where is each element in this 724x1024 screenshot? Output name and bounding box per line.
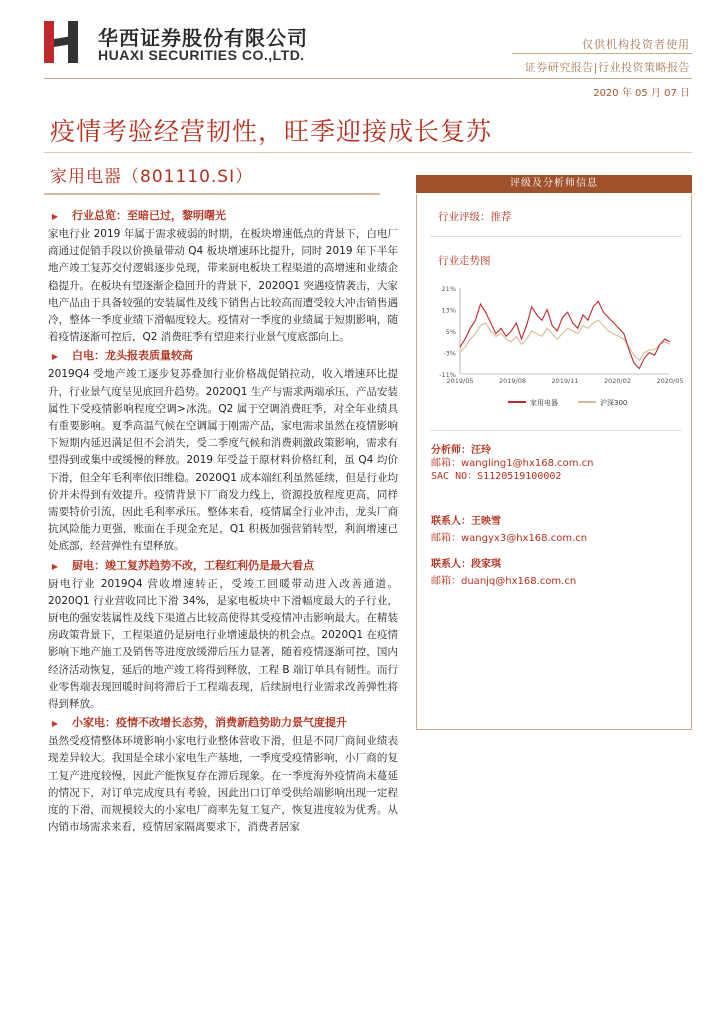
divider — [430, 430, 682, 431]
y-tick-label: 13% — [441, 306, 456, 315]
x-tick-label: 2019/08 — [498, 377, 527, 385]
section-paragraph: 虽然受疫情整体环境影响小家电行业整体营收下滑，但是不同厂商间业绩表现差异较大。我国是全球小家电生产基地，一季度受疫情影响，小厂商的复工复产进度较慢，因此产能恢复存在滞后现象。在一季度海外疫情尚未蔓延的情况下，对订单完成度具有考验，因此出口订单受供给端影响出现一定程度的下滑，而规模较大的小家电厂商率先复工复产，恢复进度较为优秀。从内销市场需求来看，疫情居家隔离要求下，消费者居家 — [48, 735, 398, 834]
y-tick-label: 21% — [441, 285, 456, 293]
industry-trend-chart — [430, 280, 690, 418]
disclaimer: 仅供机构投资者使用 — [582, 38, 690, 51]
company-name-en: HUAXI SECURITIES CO.,LTD. — [98, 47, 305, 63]
industry-subtitle: 家用电器（801110.SI） — [50, 167, 254, 187]
contact-email[interactable]: wangyx3@hx168.com.cn — [461, 533, 588, 544]
contact-info: 联系人：段家琪 邮箱：duanjq@hx168.com.cn — [431, 559, 577, 587]
legend-label: 沪深300 — [600, 399, 628, 407]
page-title: 疫情考验经营韧性，旺季迎接成长复苏 — [50, 117, 493, 146]
divider — [512, 53, 692, 54]
arrow-bullet-icon: ▶ — [51, 719, 59, 729]
sac-number: S1120519100002 — [477, 471, 562, 482]
contact-name: 王映雪 — [471, 516, 501, 527]
huaxi-logo-icon — [44, 21, 78, 63]
section-heading: ▶ 行业总览：至暗已过，黎明曙光 — [48, 207, 398, 226]
y-tick-label: -3% — [443, 349, 456, 358]
x-tick-label: 2019/05 — [446, 377, 474, 385]
series-line — [460, 301, 670, 368]
legend-label: 家用电器 — [530, 399, 558, 407]
report-date: 2020 年 05 月 07 日 — [593, 88, 690, 99]
section-heading: ▶ 白电：龙头报表质量较高 — [48, 347, 398, 366]
divider — [44, 152, 692, 153]
analyst-name: 汪玲 — [471, 445, 491, 456]
divider — [44, 193, 380, 195]
industry-rating: 行业评级：推荐 — [438, 211, 512, 223]
x-tick-label: 2020/02 — [603, 377, 632, 385]
contact-name: 段家琪 — [471, 559, 501, 570]
panel-header: 评级及分析师信息 — [416, 175, 692, 193]
section-paragraph: 厨电行业 2019Q4 营收增速转正，受竣工回暖带动进入改善通道。2020Q1 行业营收同比下滑 34%，是家电板块中下滑幅度最大的子行业，厨电的强安装属性及线下渠道占比较高使得其受疫情冲击影响最大。在精装房政策背景下，工程渠道仍是厨电行业增速最快的机会点。2020Q1 在疫情影响下地产施工及销售等进度放缓滞后压力显著，随着疫情逐渐可控，国内经济活动恢复，延后的地产竣工将得到释放，工程 B 端订单具有韧性。而行业零售端表现回暖时间将滞后于工程端表现，后续厨电行业需求改善弹性将得到释放。 — [48, 577, 398, 711]
report-body — [48, 206, 398, 837]
contact-info: 联系人：王映雪 邮箱：wangyx3@hx168.com.cn — [431, 516, 588, 544]
section-paragraph: 家电行业 2019 年属于需求疲弱的时期，在板块增速低点的背景下，白电厂商通过促销手段以价换量带动 Q4 板块增速环比提升，同时 2019 年下半年地产竣工复苏交付逻辑逐步兑现，带来厨电板块工程渠道的高增速和业绩企稳提升。在板块有望逐渐企稳回升的背景下，2020Q1 突遇疫情袭击，大家电产品由于具备较强的安装属性及线下销售占比较高而遭受较大冲击销售遇冷，整体一季度业绩下滑幅度较大。疫情对一季度的业绩属于短期影响，随着疫情逐渐可控后，Q2 消费旺季有望迎来行业景气度底部向上。 — [48, 228, 398, 344]
company-name-cn: 华西证券股份有限公司 — [98, 26, 308, 50]
divider — [430, 236, 682, 237]
section-heading: ▶ 厨电：竣工复苏趋势不改，工程红利仍是最大看点 — [48, 557, 398, 576]
analyst-email[interactable]: wangling1@hx168.com.cn — [461, 458, 594, 469]
contact-email[interactable]: duanjq@hx168.com.cn — [461, 576, 577, 587]
trend-chart-label: 行业走势图 — [438, 255, 491, 267]
y-tick-label: -11% — [439, 371, 456, 379]
x-tick-label: 2020/05 — [656, 377, 684, 385]
arrow-bullet-icon: ▶ — [51, 352, 59, 362]
section-paragraph: 2019Q4 受地产竣工逐步复苏叠加行业价格战促销拉动，收入增速环比提升，行业景气度呈见底回升趋势。2020Q1 生产与需求两端承压，产品安装属性下受疫情影响程度空调>冰洗。Q2 属于空调消费旺季，对全年业绩具有重要影响。夏季高温气候在空调属于刚需产品，家电需求虽然在疫情影响下短期内延迟满足但不会消失，受二季度气候和消费刺激政策影响，需求有望得到或集中或缓慢的释放。2019 年受益于原材料价格红利，虽 Q4 均价下滑，但全年毛利率依旧维稳。2020Q1 成本端红利虽然延续，但是行业均价并未得到有效提升。疫情背景下厂商发力线上，资源投放程度更高，同样需要特价引流，因此毛利率承压。整体来看，疫情属全行业冲击，龙头厂商抗风险能力更强，账面在手现金充足，Q1 积极加强营销转型，利润增速已处底部，经营弹性有望释放。 — [48, 368, 398, 553]
arrow-bullet-icon: ▶ — [51, 212, 59, 221]
divider — [44, 78, 692, 79]
section-heading: ▶ 小家电：疫情不改增长态势，消费新趋势助力景气度提升 — [48, 714, 398, 733]
x-tick-label: 2019/11 — [551, 377, 579, 385]
series-line — [460, 320, 670, 360]
analyst-info: 分析师：汪玲 邮箱：wangling1@hx168.com.cn SAC NO：S1120519100002 — [431, 445, 594, 482]
arrow-bullet-icon: ▶ — [51, 561, 59, 571]
y-tick-label: 5% — [445, 328, 456, 336]
report-section-tag: 证券研究报告|行业投资策略报告 — [524, 61, 690, 74]
